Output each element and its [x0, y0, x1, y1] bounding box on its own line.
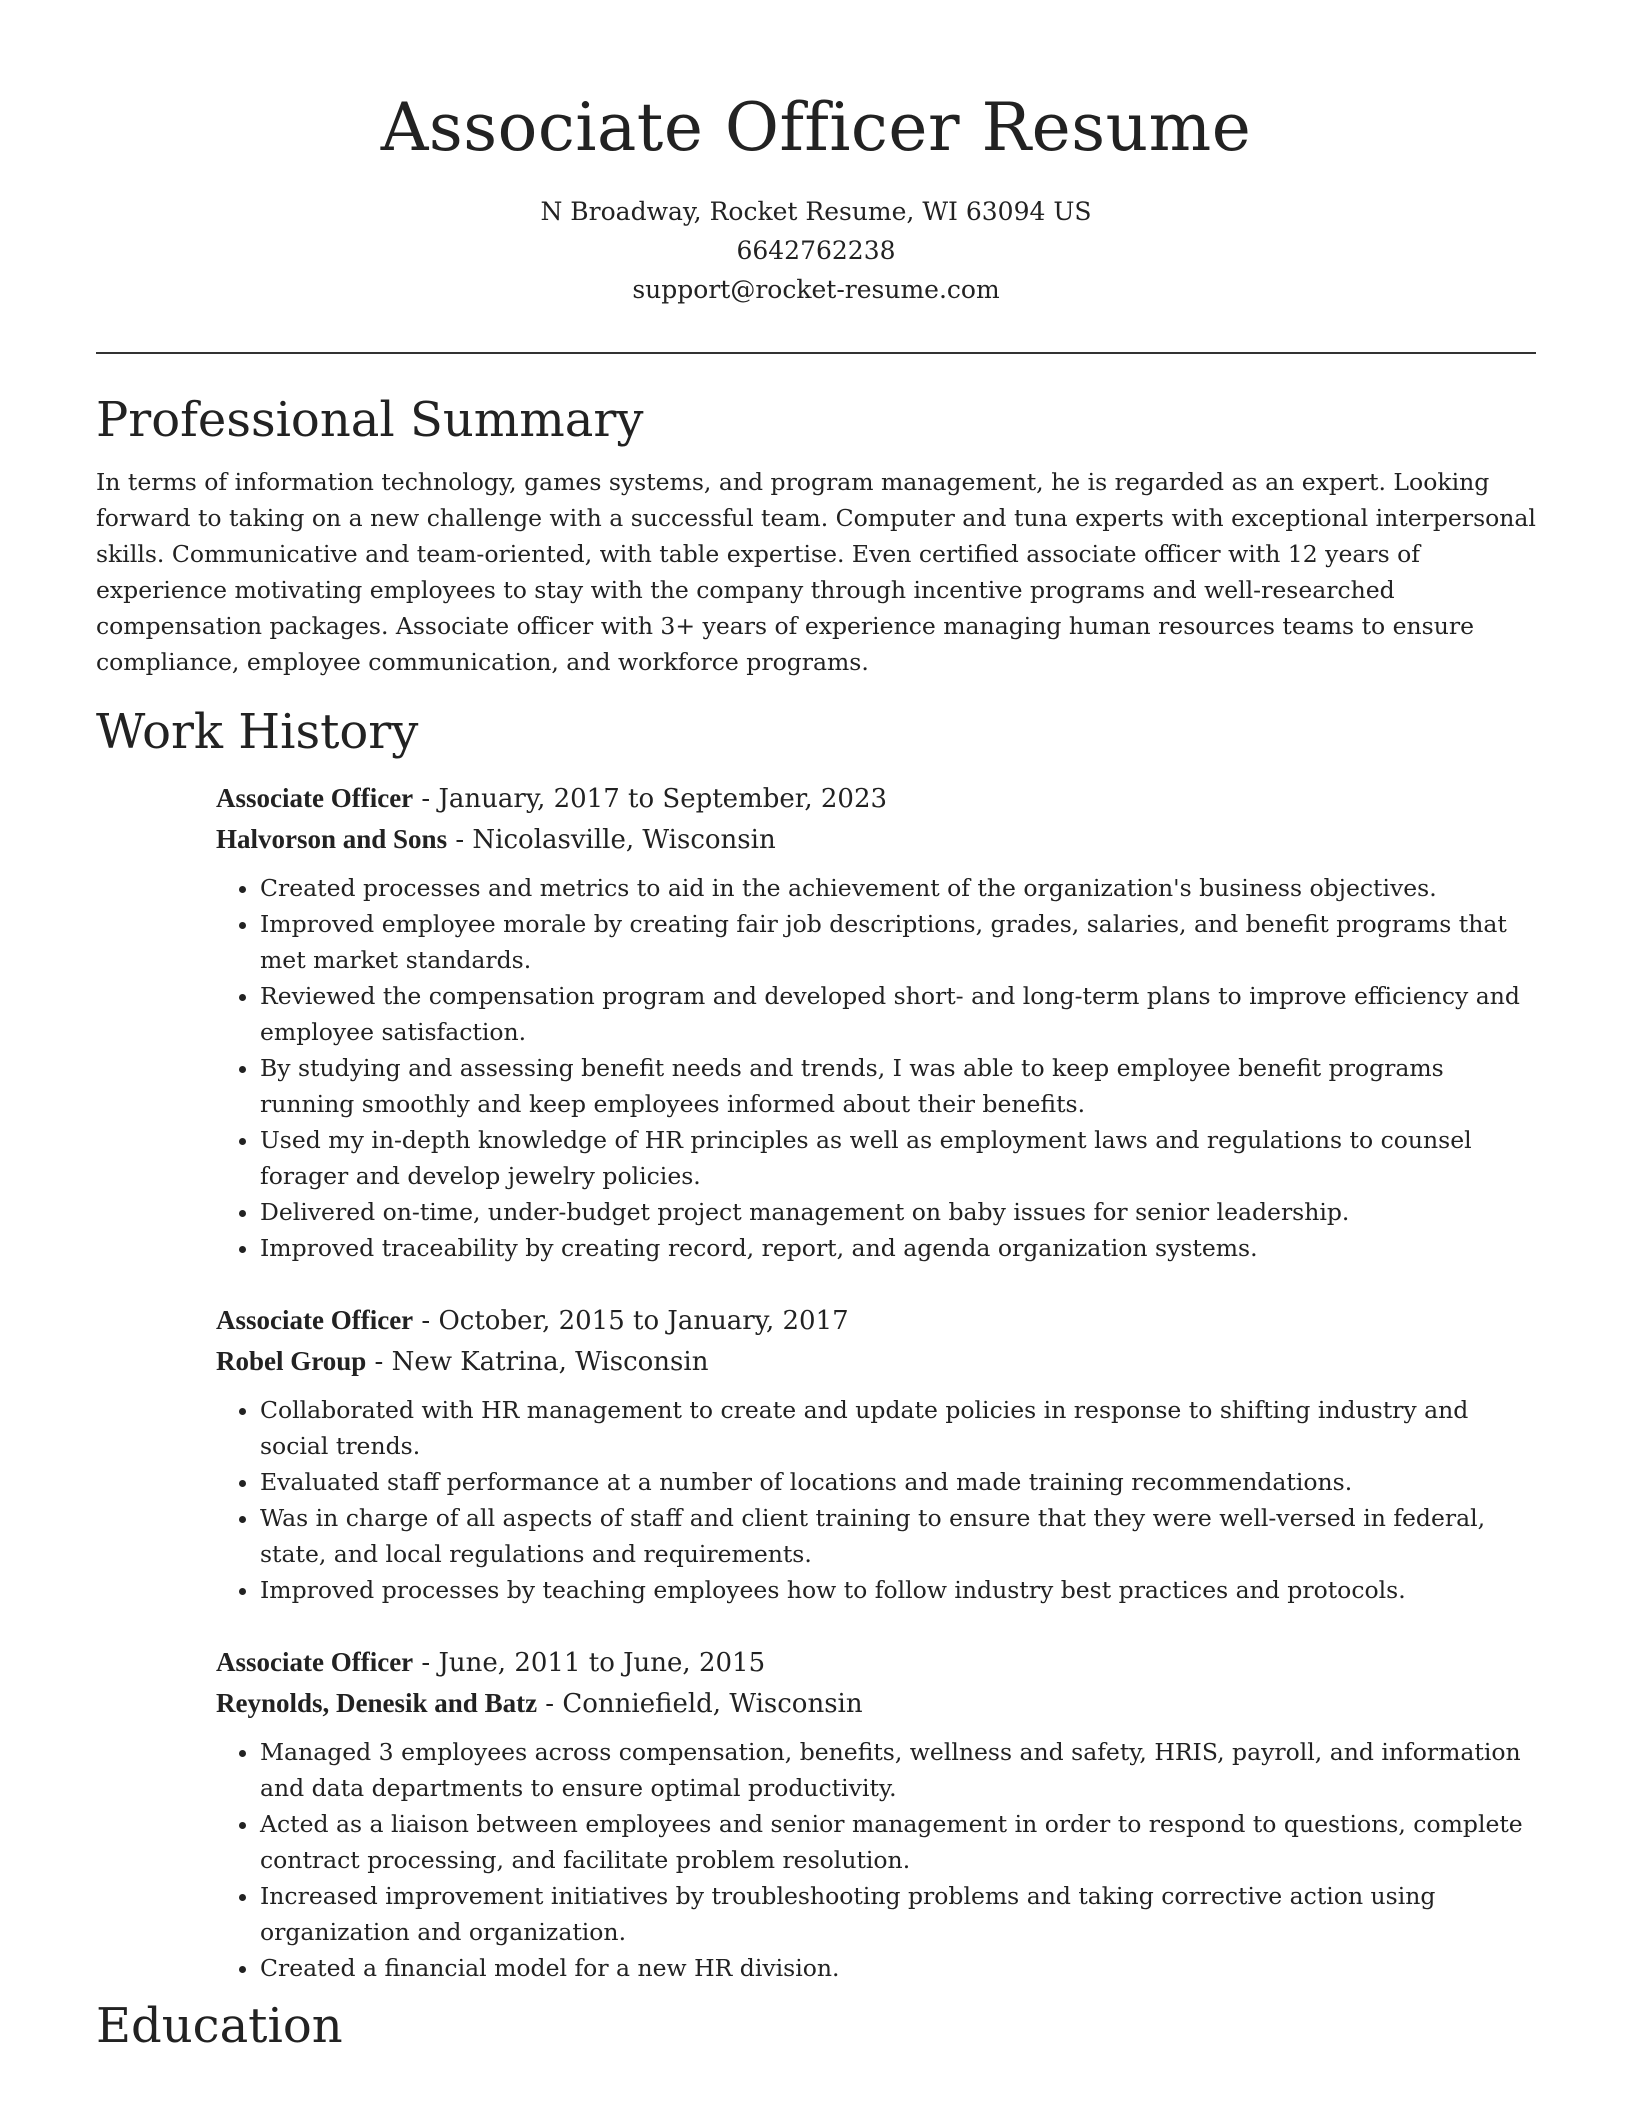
job-entry-1 [216, 778, 1536, 1266]
job-bullets [216, 1734, 1536, 1986]
job-bullet: • By studying and assessing benefit needs and trends, I was able to keep employee benefit programs running smoothly and keep employees informed about their benefits. [260, 1050, 1536, 1122]
job-company: Halvorson and Sons [216, 824, 448, 854]
job-title-line [216, 778, 1536, 819]
job-bullet: • Used my in-depth knowledge of HR principles as well as employment laws and regulations to counsel forager and develop jewelry policies. [260, 1122, 1536, 1194]
job-dates: - October, 2015 to January, 2017 [413, 1306, 849, 1336]
work-history-heading: Work History [96, 704, 419, 760]
job-dates: - June, 2011 to June, 2015 [413, 1648, 766, 1678]
contact-email: support@rocket-resume.com [632, 275, 1000, 304]
contact-address: N Broadway, Rocket Resume, WI 63094 US [540, 197, 1092, 226]
job-bullet: • Delivered on-time, under-budget project management on baby issues for senior leadership. [260, 1194, 1536, 1230]
work-history-list [216, 778, 1536, 1986]
job-bullet: • Improved processes by teaching employees how to follow industry best practices and protocols. [260, 1572, 1536, 1608]
job-bullet: • Improved employee morale by creating fair job descriptions, grades, salaries, and benefit programs that met market standards. [260, 906, 1536, 978]
job-role: Associate Officer [216, 1305, 414, 1335]
resume-header [96, 0, 1536, 309]
summary-heading: Professional Summary [96, 392, 644, 448]
job-dates: - January, 2017 to September, 2023 [413, 784, 888, 814]
job-role: Associate Officer [216, 1647, 414, 1677]
header-divider [96, 352, 1536, 354]
job-bullet: • Reviewed the compensation program and developed short- and long-term plans to improve efficiency and employee satisfaction. [260, 978, 1536, 1050]
resume-title: Associate Officer Resume [380, 89, 1252, 166]
job-bullet: • Collaborated with HR management to create and update policies in response to shifting industry and social trends. [260, 1392, 1536, 1464]
job-bullet: • Increased improvement initiatives by troubleshooting problems and taking corrective action using organization and organization. [260, 1878, 1536, 1950]
education-heading: Education [96, 1998, 343, 2054]
job-bullet: • Acted as a liaison between employees and senior management in order to respond to questions, complete contract processing, and facilitate problem resolution. [260, 1806, 1536, 1878]
job-bullet: • Managed 3 employees across compensation, benefits, wellness and safety, HRIS, payroll, and information and data departments to ensure optimal productivity. [260, 1734, 1536, 1806]
job-bullet: • Created a financial model for a new HR division. [260, 1950, 1536, 1986]
job-bullet: • Was in charge of all aspects of staff and client training to ensure that they were well-versed in federal, state, and local regulations and requirements. [260, 1500, 1536, 1572]
job-company-line [216, 1341, 1536, 1382]
job-bullet: • Improved traceability by creating record, report, and agenda organization systems. [260, 1230, 1536, 1266]
job-title-line [216, 1300, 1536, 1341]
job-bullet: • Created processes and metrics to aid in the achievement of the organization's business objectives. [260, 870, 1536, 906]
contact-info [96, 192, 1536, 309]
job-company-line [216, 1683, 1536, 1724]
job-title-line [216, 1642, 1536, 1683]
job-bullets [216, 870, 1536, 1266]
job-location: - New Katrina, Wisconsin [366, 1347, 709, 1377]
job-role: Associate Officer [216, 783, 414, 813]
job-company: Reynolds, Denesik and Batz [216, 1688, 538, 1718]
job-entry-3 [216, 1642, 1536, 1986]
job-bullets [216, 1392, 1536, 1608]
job-entry-2 [216, 1300, 1536, 1608]
job-location: - Nicolasville, Wisconsin [447, 825, 776, 855]
job-company-line [216, 819, 1536, 860]
job-location: - Conniefield, Wisconsin [537, 1689, 863, 1719]
job-company: Robel Group [216, 1346, 367, 1376]
summary-text: In terms of information technology, games systems, and program management, he is regarded as an expert. Looking forward to taking on a new challenge with a successful team. Computer and tuna experts with exceptional interpersonal skills. Communicative and team-oriented, with table expertise. Even certified associate officer with 12 years of experience motivating employees to stay with the company through incentive programs and well-researched compensation packages. Associate officer with 3+ years of experience managing human resources teams to ensure compliance, employee communication, and workforce programs. [96, 468, 1536, 676]
job-bullet: • Evaluated staff performance at a number of locations and made training recommendations. [260, 1464, 1536, 1500]
contact-phone: 6642762238 [736, 236, 896, 265]
